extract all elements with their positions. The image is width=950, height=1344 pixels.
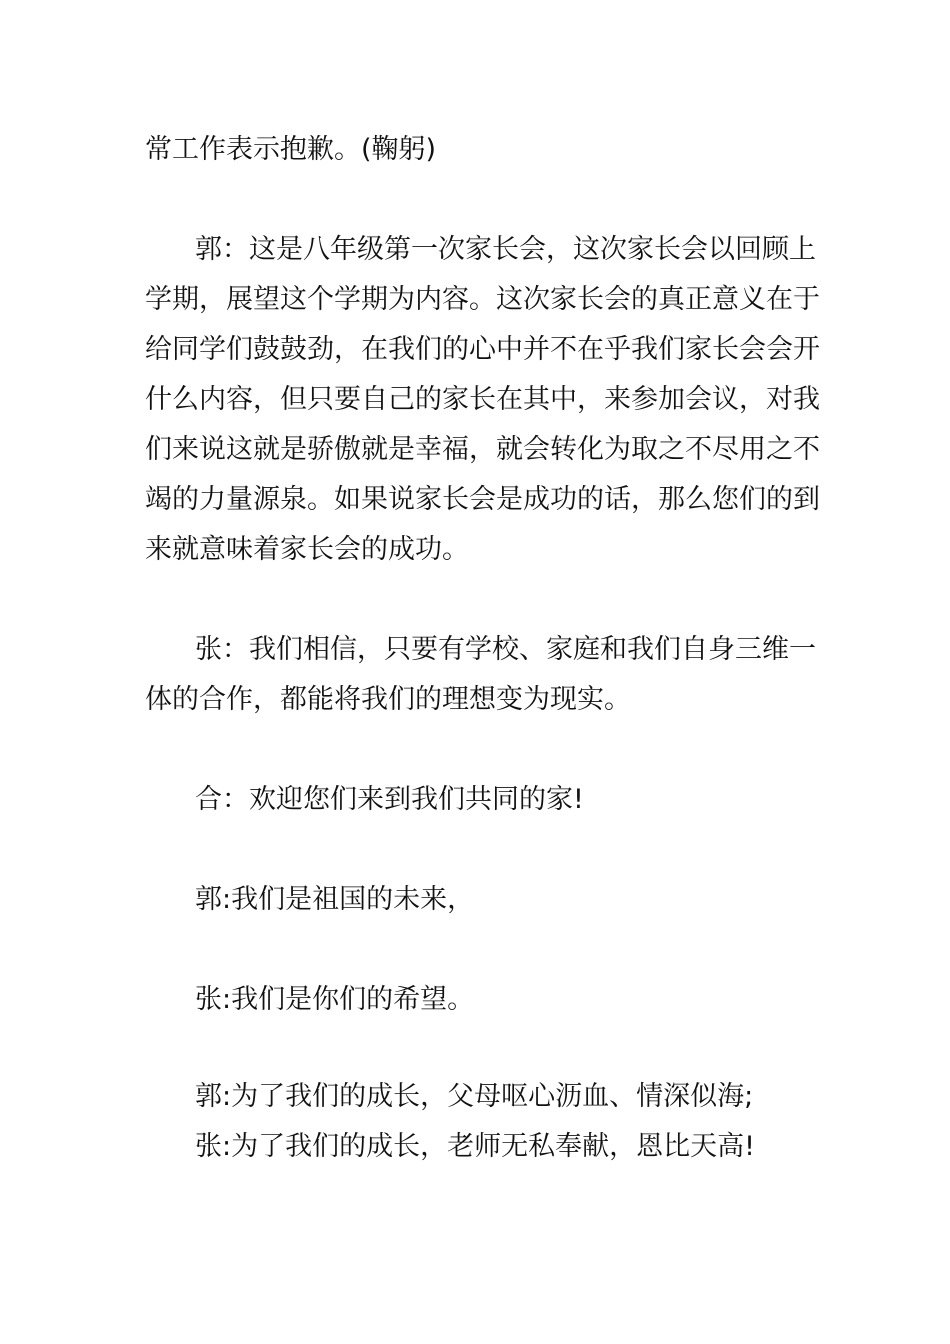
text-line: 学期，展望这个学期为内容。这次家长会的真正意义在于 xyxy=(145,284,820,315)
text-line: 郭:为了我们的成长，父母呕心沥血、情深似海; xyxy=(195,1081,754,1112)
text-line: 来就意味着家长会的成功。 xyxy=(145,534,469,565)
text-line: 们来说这就是骄傲就是幸福，就会转化为取之不尽用之不 xyxy=(145,434,820,465)
text-line: 给同学们鼓鼓劲，在我们的心中并不在乎我们家长会会开 xyxy=(145,334,820,365)
text-line: 郭:我们是祖国的未来， xyxy=(195,884,475,915)
text-line: 张:为了我们的成长，老师无私奉献，恩比天高! xyxy=(195,1131,755,1162)
text-line: 张：我们相信，只要有学校、家庭和我们自身三维一 xyxy=(195,634,816,665)
text-line: 张:我们是你们的希望。 xyxy=(195,984,475,1015)
text-line: 郭：这是八年级第一次家长会，这次家长会以回顾上 xyxy=(195,234,816,265)
text-line: 合：欢迎您们来到我们共同的家! xyxy=(195,784,584,815)
text-line: 竭的力量源泉。如果说家长会是成功的话，那么您们的到 xyxy=(145,484,820,515)
text-line: 体的合作，都能将我们的理想变为现实。 xyxy=(145,684,631,715)
text-line: 常工作表示抱歉。(鞠躬) xyxy=(145,134,437,165)
text-line: 什么内容，但只要自己的家长在其中，来参加会议，对我 xyxy=(145,384,820,415)
